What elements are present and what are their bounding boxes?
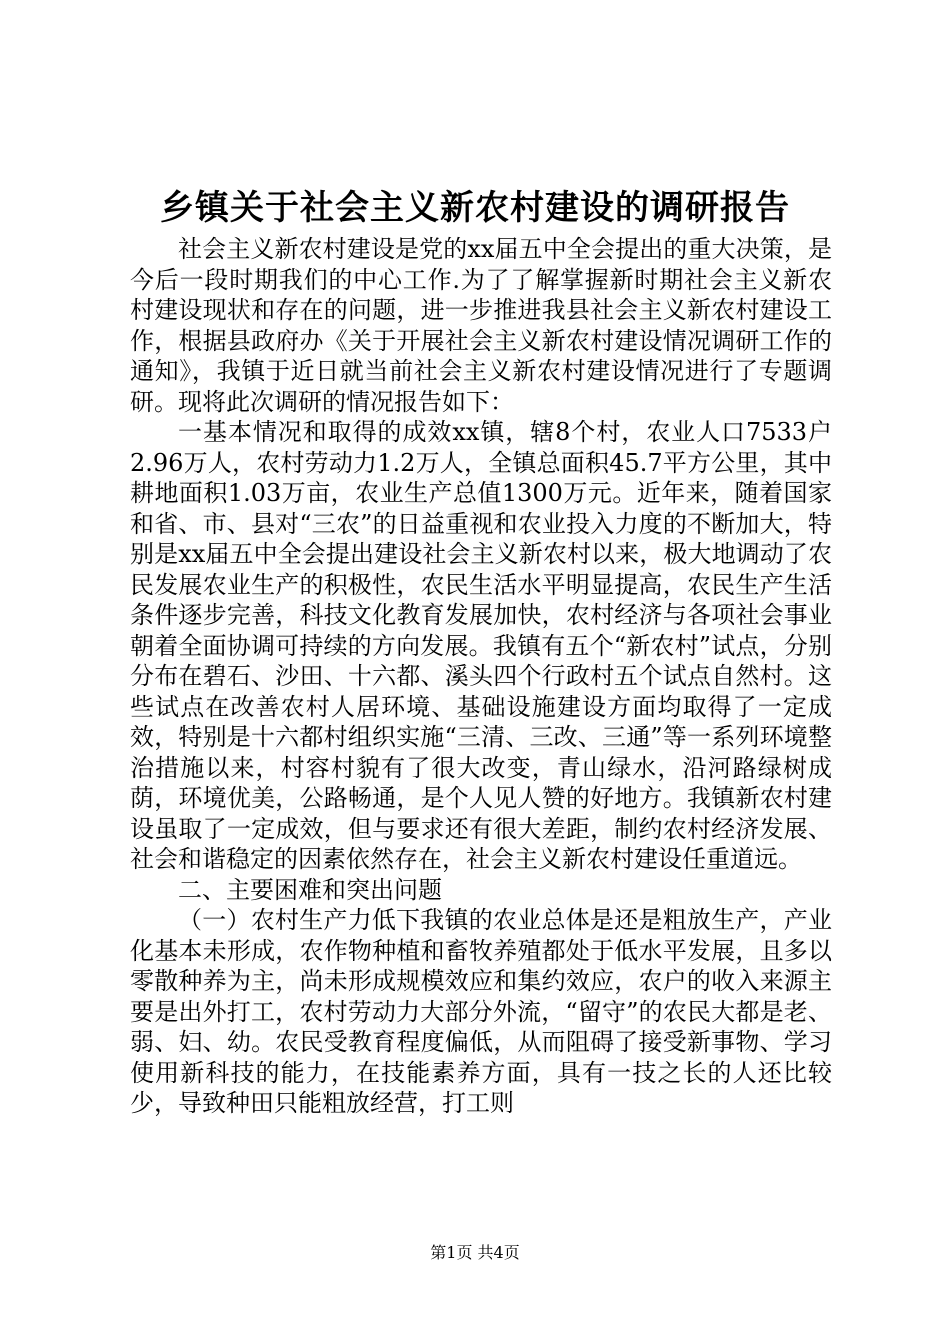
document-title: 乡镇关于社会主义新农村建设的调研报告	[160, 188, 790, 228]
section-heading-problems: 二、主要困难和突出问题	[178, 875, 442, 904]
paragraph-productivity: （一）农村生产力低下我镇的农业总体是还是粗放生产，产业化基本未形成，农作物种植和畜牧养殖都处于低水平发展，且多以零散种养为主，尚未形成规模效应和集约效应，农户的收入来源主要是出外打工，农村劳动力大部分外流，“留守”的农民大都是老、弱、妇、幼。农民受教育程度偏低，从而阻碍了接受新事物、学习使用新科技的能力，在技能素养方面，具有一技之长的人还比较少，导致种田只能粗放经营，打工则	[130, 906, 832, 1117]
paragraph-intro: 社会主义新农村建设是党的xx届五中全会提出的重大决策，是今后一段时期我们的中心工作.为了了解掌握新时期社会主义新农村建设现状和存在的问题，进一步推进我县社会主义新农村建设工作，根据县政府办《关于开展社会主义新农村建设情况调研工作的通知》，我镇于近日就当前社会主义新农村建设情况进行了专题调研。现将此次调研的情况报告如下：	[130, 235, 832, 416]
page-number-footer: 第1页 共4页	[430, 1243, 520, 1262]
document-body	[130, 234, 832, 1119]
paragraph-basic-situation: 一基本情况和取得的成效xx镇，辖8个村，农业人口7533户2.96万人，农村劳动力1.2万人，全镇总面积45.7平方公里，其中耕地面积1.03万亩，农业生产总值1300万元。近年来，随着国家和省、市、县对“三农”的日益重视和农业投入力度的不断加大，特别是xx届五中全会提出建设社会主义新农村以来，极大地调动了农民发展农业生产的积极性，农民生活水平明显提高，农民生产生活条件逐步完善，科技文化教育发展加快，农村经济与各项社会事业朝着全面协调可持续的方向发展。我镇有五个“新农村”试点，分别分布在碧石、沙田、十六都、溪头四个行政村五个试点自然村。这些试点在改善农村人居环境、基础设施建设方面均取得了一定成效，特别是十六都村组织实施“三清、三改、三通”等一系列环境整治措施以来，村容村貌有了很大改变，青山绿水，沿河路绿树成荫，环境优美，公路畅通，是个人见人赞的好地方。我镇新农村建设虽取了一定成效，但与要求还有很大差距，制约农村经济发展、社会和谐稳定的因素依然存在，社会主义新农村建设任重道远。	[130, 418, 832, 873]
